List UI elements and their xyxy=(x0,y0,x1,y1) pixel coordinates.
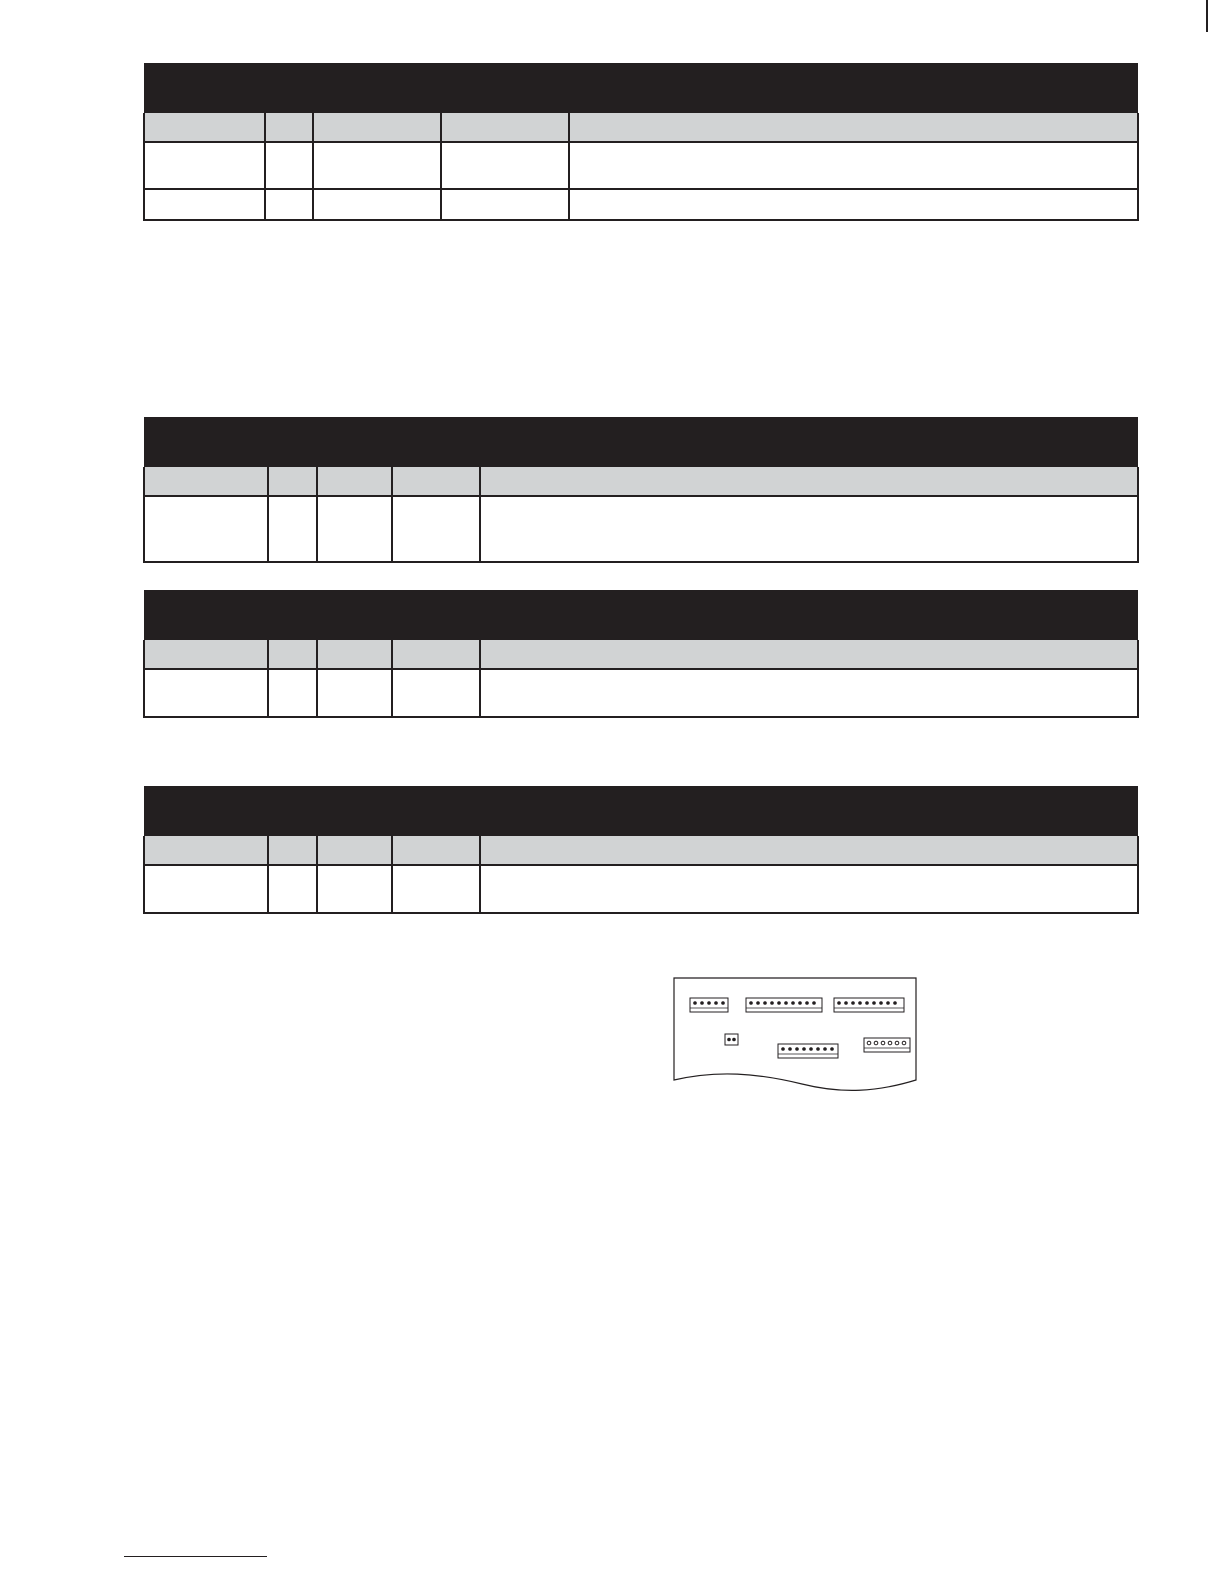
table-cell xyxy=(480,669,1138,717)
table-header-row xyxy=(144,640,1138,669)
table-cell xyxy=(144,189,265,220)
table-cell xyxy=(480,496,1138,562)
column-header xyxy=(268,836,317,865)
table-cell xyxy=(265,189,313,220)
column-header xyxy=(480,836,1138,865)
table-cell xyxy=(317,669,392,717)
table-cell xyxy=(441,189,569,220)
table-row xyxy=(144,142,1138,189)
column-header xyxy=(392,640,480,669)
jumper-icon xyxy=(725,1034,738,1045)
table-row xyxy=(144,496,1138,562)
table-header-row xyxy=(144,113,1138,142)
table-row xyxy=(144,669,1138,717)
table-title xyxy=(144,63,1138,113)
table-cell xyxy=(268,669,317,717)
column-header xyxy=(569,113,1138,142)
table-cell xyxy=(392,669,480,717)
column-header xyxy=(265,113,313,142)
table-header-row xyxy=(144,836,1138,865)
column-header xyxy=(392,836,480,865)
table-title xyxy=(144,417,1138,467)
table-cell xyxy=(313,189,441,220)
column-header xyxy=(317,836,392,865)
table-cell xyxy=(317,496,392,562)
table-title xyxy=(144,786,1138,836)
terminal-block-icon xyxy=(746,998,822,1012)
table-cell xyxy=(441,142,569,189)
terminal-block-icon xyxy=(690,998,728,1012)
table-row xyxy=(144,189,1138,220)
column-header xyxy=(144,467,268,496)
table-cell xyxy=(268,865,317,913)
column-header xyxy=(480,640,1138,669)
terminal-block-icon xyxy=(778,1044,838,1058)
table-cell xyxy=(392,865,480,913)
column-header xyxy=(480,467,1138,496)
spec-table-2 xyxy=(143,417,1139,563)
spec-table-3 xyxy=(143,590,1139,718)
column-header xyxy=(268,640,317,669)
table-cell xyxy=(144,865,268,913)
column-header xyxy=(392,467,480,496)
table-cell xyxy=(569,142,1138,189)
table-cell xyxy=(569,189,1138,220)
table-cell xyxy=(144,669,268,717)
table-cell xyxy=(268,496,317,562)
table-cell xyxy=(313,142,441,189)
table-cell xyxy=(144,496,268,562)
table-title xyxy=(144,590,1138,640)
margin-rule xyxy=(1206,0,1208,32)
column-header xyxy=(441,113,569,142)
terminal-block-icon xyxy=(864,1038,910,1052)
column-header xyxy=(268,467,317,496)
column-header xyxy=(313,113,441,142)
table-cell xyxy=(317,865,392,913)
column-header xyxy=(144,640,268,669)
table-cell xyxy=(144,142,265,189)
table-row xyxy=(144,865,1138,913)
circuit-board-diagram-icon xyxy=(672,976,918,1094)
table-cell xyxy=(392,496,480,562)
table-header-row xyxy=(144,467,1138,496)
spec-table-4 xyxy=(143,786,1139,914)
column-header xyxy=(317,640,392,669)
column-header xyxy=(144,113,265,142)
spec-table-1 xyxy=(143,63,1139,221)
column-header xyxy=(144,836,268,865)
terminal-block-icon xyxy=(834,998,904,1012)
footnote-rule xyxy=(124,1556,267,1557)
table-cell xyxy=(265,142,313,189)
column-header xyxy=(317,467,392,496)
table-cell xyxy=(480,865,1138,913)
